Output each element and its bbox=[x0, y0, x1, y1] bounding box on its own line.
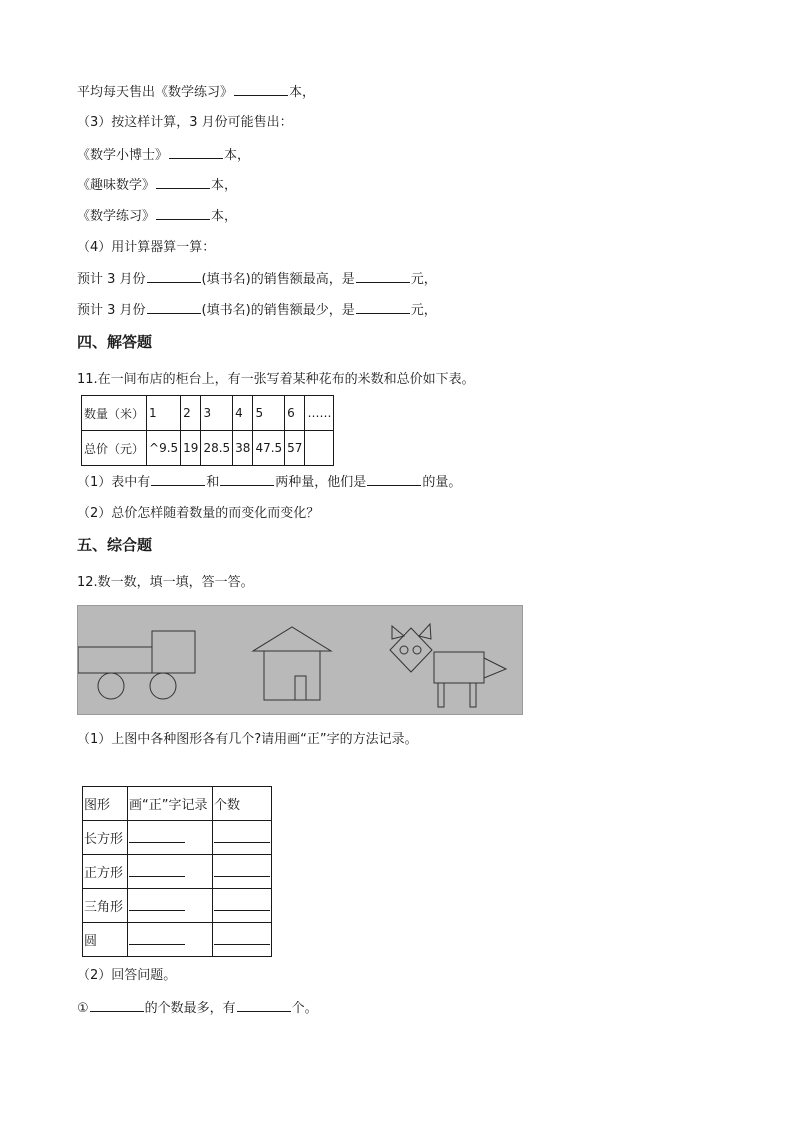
table-header-cell: 个数 bbox=[213, 787, 272, 821]
house-wall-rectangle bbox=[264, 651, 320, 700]
table-cell: 28.5 bbox=[201, 431, 233, 466]
text: 预计 3 月份 bbox=[77, 303, 146, 318]
text: 个。 bbox=[291, 1001, 318, 1016]
line-5 bbox=[77, 207, 237, 226]
table-row bbox=[83, 889, 272, 923]
truck-wheel-circle bbox=[98, 673, 124, 699]
count-cell[interactable] bbox=[213, 855, 272, 889]
shapes-illustration bbox=[78, 606, 524, 716]
question-11-1 bbox=[77, 473, 461, 492]
body-rectangle bbox=[434, 652, 484, 683]
text: 预计 3 月份 bbox=[77, 272, 146, 287]
ear-triangle bbox=[419, 624, 431, 639]
answer-blank[interactable] bbox=[220, 473, 274, 486]
line-7 bbox=[77, 270, 437, 289]
answer-blank[interactable] bbox=[169, 146, 223, 159]
answer-blank[interactable] bbox=[129, 896, 185, 911]
answer-blank[interactable] bbox=[214, 930, 270, 945]
answer-blank[interactable] bbox=[129, 930, 185, 945]
table-cell: 47.5 bbox=[253, 431, 285, 466]
house-door-rectangle bbox=[295, 676, 306, 700]
answer-blank[interactable] bbox=[147, 270, 201, 283]
text: 本， bbox=[289, 85, 316, 100]
count-cell[interactable] bbox=[213, 889, 272, 923]
answer-blank[interactable] bbox=[151, 473, 205, 486]
truck-body-rectangle bbox=[78, 647, 152, 673]
line-6: （4）用计算器算一算： bbox=[77, 240, 216, 255]
table-cell: 2 bbox=[181, 396, 201, 431]
price-table bbox=[81, 395, 334, 466]
table-row bbox=[83, 821, 272, 855]
question-12: 12.数一数，填一填，答一答。 bbox=[77, 575, 254, 590]
answer-blank[interactable] bbox=[129, 828, 185, 843]
table-cell: 圆 bbox=[83, 923, 128, 957]
text: (填书名)的销售额最高，是 bbox=[201, 272, 355, 287]
text: 平均每天售出《数学练习》 bbox=[77, 85, 234, 100]
text: 《数学小博士》 bbox=[77, 148, 169, 163]
table-cell: 1 bbox=[147, 396, 181, 431]
table-cell: 57 bbox=[285, 431, 305, 466]
text: 本， bbox=[211, 209, 238, 224]
answer-blank[interactable] bbox=[356, 270, 410, 283]
eye-circle bbox=[413, 646, 421, 654]
text: 和 bbox=[206, 475, 220, 490]
house-roof-triangle bbox=[253, 627, 331, 651]
answer-blank[interactable] bbox=[156, 176, 210, 189]
line-8 bbox=[77, 301, 437, 320]
text: 元， bbox=[410, 272, 437, 287]
eye-circle bbox=[400, 646, 408, 654]
text: 的量。 bbox=[422, 475, 462, 490]
section-title: 五、综合题 bbox=[77, 536, 153, 554]
text: 的个数最多，有 bbox=[144, 1001, 236, 1016]
table-cell: 长方形 bbox=[83, 821, 128, 855]
table-cell: 正方形 bbox=[83, 855, 128, 889]
table-row bbox=[83, 923, 272, 957]
table-row bbox=[82, 431, 334, 466]
table-row bbox=[83, 855, 272, 889]
text: (填书名)的销售额最少，是 bbox=[201, 303, 355, 318]
text: 元， bbox=[410, 303, 437, 318]
table-header-cell: 图形 bbox=[83, 787, 128, 821]
table-header-cell: 画“正”字记录 bbox=[128, 787, 213, 821]
tally-cell[interactable] bbox=[128, 855, 213, 889]
table-cell: ^9.5 bbox=[147, 431, 181, 466]
question-12-2-a bbox=[77, 999, 318, 1018]
line-1 bbox=[77, 83, 315, 102]
text: 两种量，他们是 bbox=[275, 475, 367, 490]
tally-cell[interactable] bbox=[128, 821, 213, 855]
answer-blank[interactable] bbox=[147, 301, 201, 314]
answer-blank[interactable] bbox=[237, 999, 291, 1012]
question-12-2: （2）回答问题。 bbox=[77, 968, 177, 983]
answer-blank[interactable] bbox=[356, 301, 410, 314]
text: 《数学练习》 bbox=[77, 209, 156, 224]
table-cell: 三角形 bbox=[83, 889, 128, 923]
tail-triangle bbox=[484, 658, 506, 678]
question-11-2: （2）总价怎样随着数量的而变化而变化？ bbox=[77, 506, 320, 521]
tally-table bbox=[82, 786, 272, 957]
table-cell: 总价（元） bbox=[82, 431, 147, 466]
tally-cell[interactable] bbox=[128, 923, 213, 957]
line-3 bbox=[77, 146, 250, 165]
line-4 bbox=[77, 176, 237, 195]
head-diamond-square bbox=[390, 628, 432, 672]
truck-wheel-circle bbox=[150, 673, 176, 699]
table-cell: …… bbox=[305, 396, 334, 431]
section-title: 四、解答题 bbox=[77, 333, 153, 351]
answer-blank[interactable] bbox=[214, 828, 270, 843]
text: 本， bbox=[211, 178, 238, 193]
text: ① bbox=[77, 1001, 89, 1016]
table-cell: 6 bbox=[285, 396, 305, 431]
answer-blank[interactable] bbox=[234, 83, 288, 96]
tally-cell[interactable] bbox=[128, 889, 213, 923]
shapes-figure bbox=[77, 605, 523, 715]
table-row bbox=[82, 396, 334, 431]
line-2: （3）按这样计算，3 月份可能售出： bbox=[77, 115, 293, 130]
count-cell[interactable] bbox=[213, 923, 272, 957]
table-cell: 38 bbox=[233, 431, 253, 466]
answer-blank[interactable] bbox=[90, 999, 144, 1012]
table-cell: 3 bbox=[201, 396, 233, 431]
answer-blank[interactable] bbox=[367, 473, 421, 486]
table-cell: 19 bbox=[181, 431, 201, 466]
table-cell: 数量（米） bbox=[82, 396, 147, 431]
text: 《趣味数学》 bbox=[77, 178, 156, 193]
leg-rectangle bbox=[438, 683, 444, 707]
table-row bbox=[83, 787, 272, 821]
answer-blank[interactable] bbox=[214, 896, 270, 911]
table-cell bbox=[305, 431, 334, 466]
table-cell: 4 bbox=[233, 396, 253, 431]
text: 本， bbox=[224, 148, 251, 163]
answer-blank[interactable] bbox=[214, 862, 270, 877]
table-cell: 5 bbox=[253, 396, 285, 431]
leg-rectangle bbox=[470, 683, 476, 707]
question-11: 11.在一间布店的柜台上，有一张写着某种花布的米数和总价如下表。 bbox=[77, 372, 475, 387]
answer-blank[interactable] bbox=[129, 862, 185, 877]
truck-cab-square bbox=[152, 631, 195, 673]
question-12-1: （1）上图中各种图形各有几个?请用画“正”字的方法记录。 bbox=[77, 732, 418, 747]
answer-blank[interactable] bbox=[156, 207, 210, 220]
text: （1）表中有 bbox=[77, 475, 151, 490]
count-cell[interactable] bbox=[213, 821, 272, 855]
